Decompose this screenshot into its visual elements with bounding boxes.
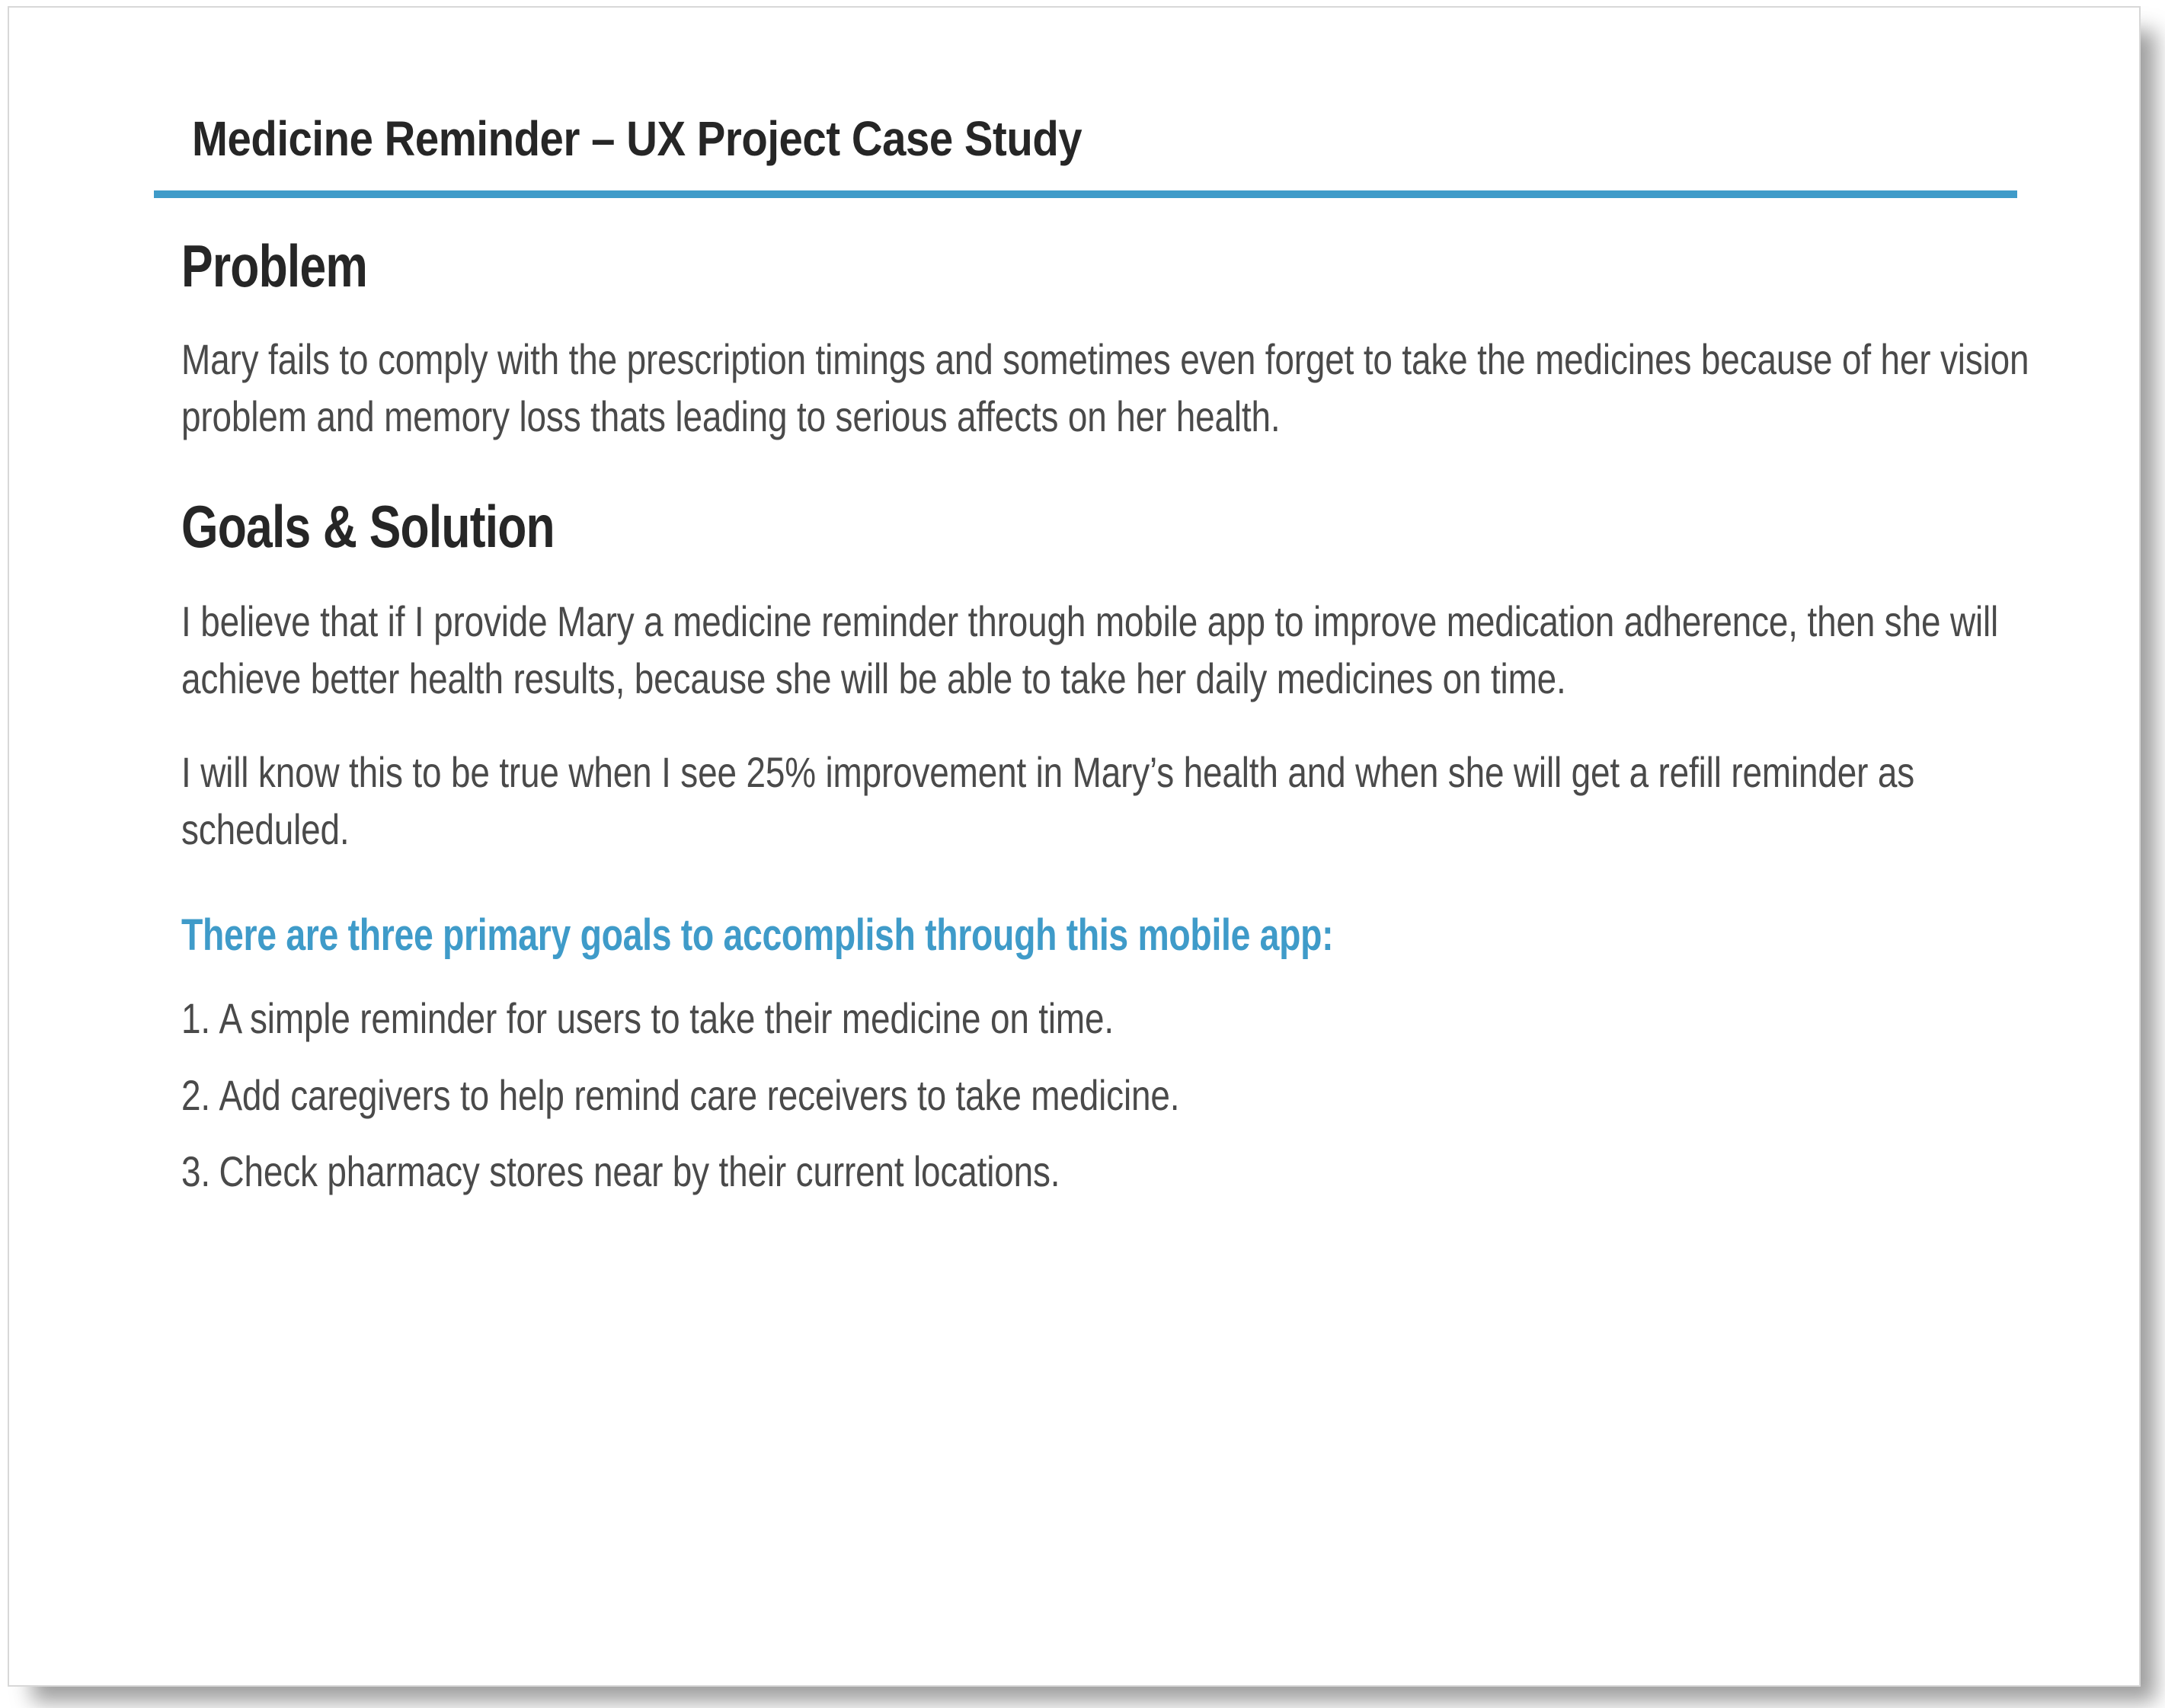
list-item [181, 995, 2033, 1042]
problem-heading: Problem [181, 232, 368, 299]
page-title: Medicine Reminder – UX Project Case Study [192, 111, 1082, 166]
problem-paragraph: Mary fails to comply with the prescription timings and sometimes even forget to take the medicines because of her vision problem and memory loss thats leading to serious affects on her health. [181, 335, 2029, 441]
list-item-label: Check pharmacy stores near by their current locations. [219, 1147, 1060, 1196]
goals-heading: Goals & Solution [181, 493, 555, 560]
title-divider-rule [154, 190, 2017, 198]
goals-list [181, 995, 2032, 1195]
list-item-label: A simple reminder for users to take their medicine on time. [219, 993, 1114, 1042]
list-item-number: 1. [181, 993, 210, 1042]
slide-header [9, 8, 2139, 198]
list-item-number: 3. [181, 1147, 210, 1196]
list-item [181, 1072, 2033, 1119]
section-goals-solution [181, 493, 2032, 1225]
goals-paragraph-hypothesis: I believe that if I provide Mary a medicine reminder through mobile app to improve medication adherence, then she will achieve better health results, because she will be able to take her daily medicines on time. [181, 597, 1999, 703]
list-item [181, 1148, 2033, 1195]
list-item-number: 2. [181, 1070, 210, 1119]
list-item-label: Add caregivers to help remind care receivers to take medicine. [219, 1070, 1180, 1119]
goals-paragraph-success-metric: I will know this to be true when I see 25% improvement in Mary’s health and when she will get a refill reminder as scheduled. [181, 748, 1915, 854]
section-problem [181, 232, 2032, 445]
slide-page-card [8, 6, 2141, 1687]
goals-accent-heading: There are three primary goals to accomplish through this mobile app: [181, 910, 1334, 961]
